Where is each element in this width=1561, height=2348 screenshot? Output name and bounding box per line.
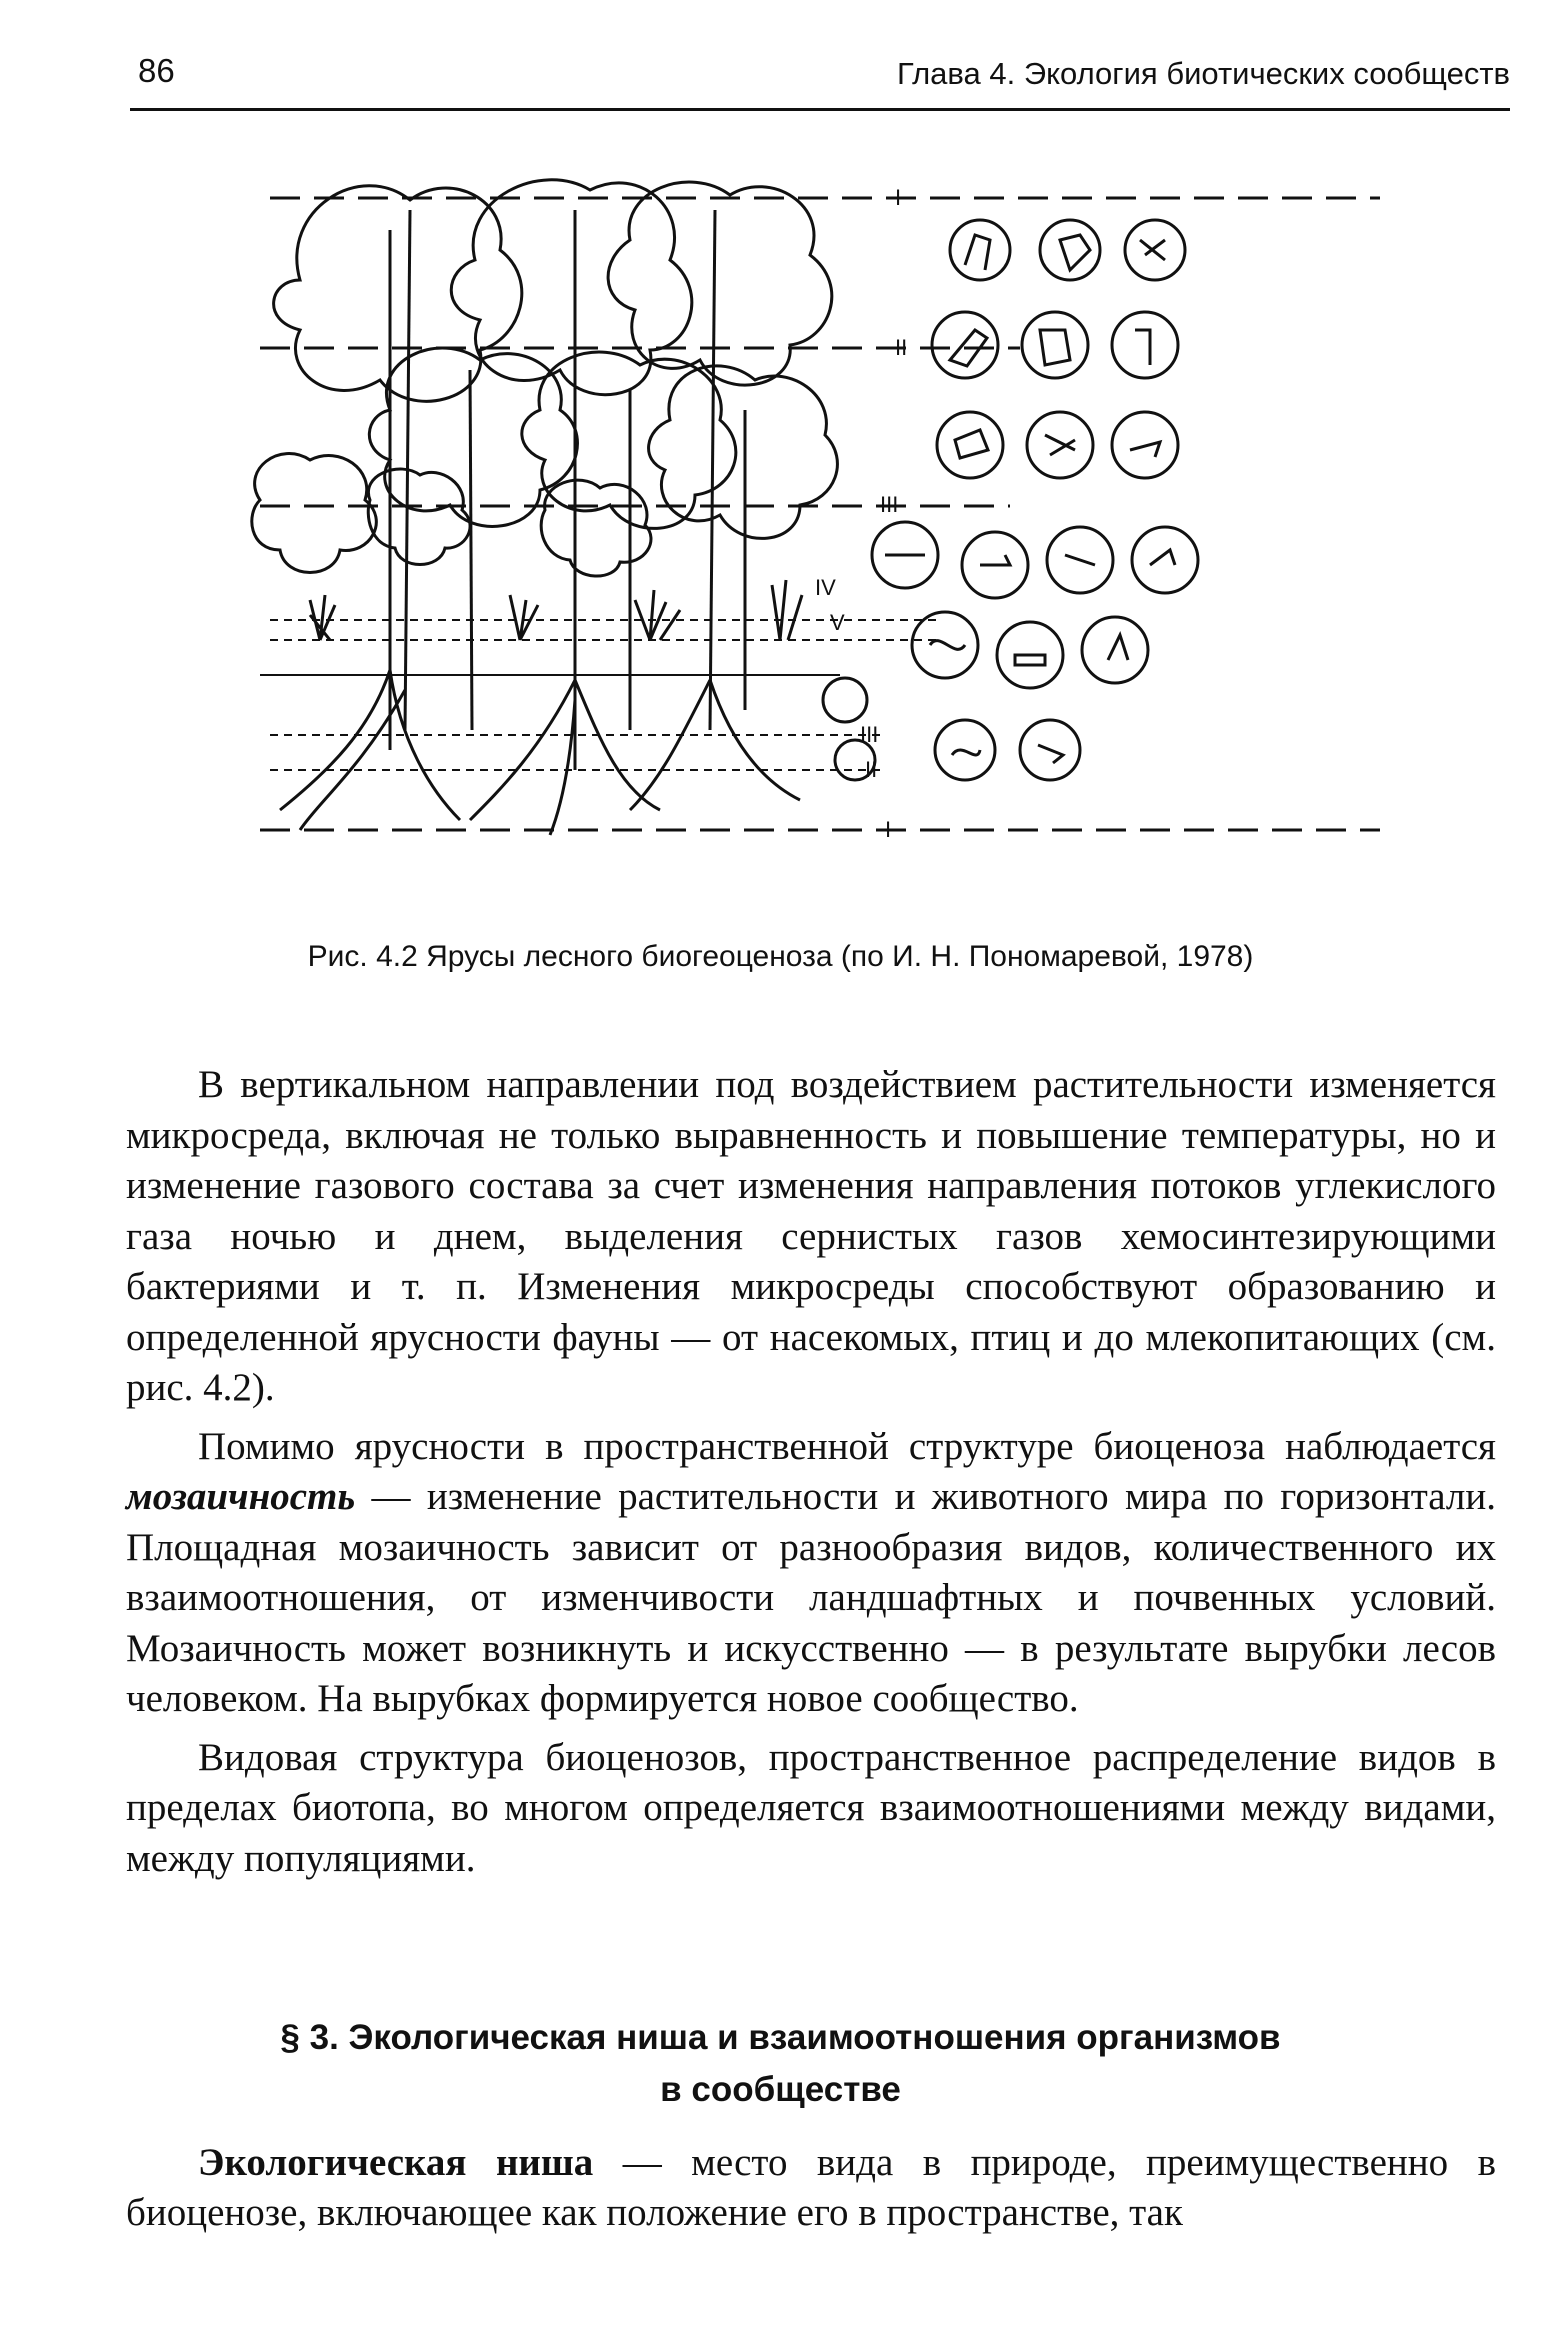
animal-circle (1112, 312, 1178, 378)
tree-trunk (470, 370, 472, 730)
animal-circle (937, 412, 1003, 478)
soil-tier-label: III (860, 722, 879, 747)
tier-label: I (895, 185, 902, 210)
section-heading (0, 2012, 1561, 2116)
animal-circle (1082, 617, 1148, 683)
paragraph: Видовая структура биоценозов, пространственное распределение видов в пределах биотопа, во многом определяется взаимоотношениями между видами, между популяциями. (126, 1735, 1496, 1880)
tier-label: III (880, 492, 899, 517)
animal-circle (1125, 220, 1185, 280)
herb (772, 580, 802, 640)
paragraph-text: Помимо ярусности в пространственной структуре биоценоза наблюдается (198, 1424, 1496, 1468)
body-text (126, 1060, 1496, 1892)
soil-tier-label: I (885, 817, 892, 842)
animal-circle (1132, 527, 1198, 593)
tree-trunk (710, 210, 715, 730)
paragraph-text: — изменение растительности и животного мира по горизонтали. Площадная мозаичность зависит от разнообразия видов, количественного их взаимоотношения, от изменчивости ландшафтных и почвенных условий. Мозаичность может возникнуть и искусственно — в результате вырубки лесов человеком. На вырубках формируется новое сообщество. (126, 1475, 1496, 1720)
tier-label: V (830, 610, 845, 635)
animal-circle (1022, 312, 1088, 378)
roots (630, 680, 800, 810)
section-heading-line: § 3. Экологическая ниша и взаимоотношения организмов (280, 2018, 1281, 2057)
paragraph (126, 1422, 1496, 1725)
page-number: 86 (138, 52, 175, 89)
animal-sketch (965, 235, 1165, 270)
shrub (541, 480, 651, 576)
forest-tiers-figure (240, 170, 1390, 910)
shrub (368, 469, 470, 564)
herb (635, 590, 680, 640)
page-header (130, 48, 1510, 111)
paragraph (126, 2138, 1496, 2238)
section-heading-line: в сообществе (660, 2070, 901, 2109)
figure-caption: Рис. 4.2 Ярусы лесного биогеоценоза (по И. Н. Пономаревой, 1978) (307, 940, 1254, 973)
tree-crown (274, 186, 522, 402)
defined-term: Экологическая ниша (198, 2141, 594, 2184)
tier-label: II (895, 335, 908, 360)
herb (510, 595, 538, 640)
animal-circle (950, 220, 1010, 280)
tree-crown (649, 366, 838, 539)
soil-tier-label: II (865, 757, 878, 782)
animal-sketch (955, 430, 1160, 458)
chapter-title: Глава 4. Экология биотических сообществ (897, 56, 1510, 91)
section-body (126, 2138, 1496, 2238)
shrub (252, 454, 377, 573)
animal-circle (932, 312, 998, 378)
tree-crown (451, 180, 692, 395)
tree-crown (608, 182, 832, 385)
animal-sketch (952, 745, 1063, 763)
roots (280, 670, 460, 830)
emphasized-term: мозаичность (126, 1475, 356, 1518)
tier-label: IV (815, 575, 836, 600)
animal-circle (823, 678, 867, 722)
animal-sketch (950, 330, 1150, 366)
animal-sketch (930, 635, 1128, 665)
paragraph-text: — место вида в природе, преимущественно в биоценозе, включающее как положение его в пространстве, так (126, 2141, 1496, 2234)
paragraph: В вертикальном направлении под воздействием растительности изменяется микросреда, включая не только выравненность и повышение температуры, но и изменение газового состава за счет изменения направления потоков углекислого газа ночью и днем, выделения сернистых газов хемосинтезирующими бактериями и т. п. Изменения микросреды способствуют образованию и определенной ярусности фауны — от насекомых, птиц и до млекопитающих (см. рис. 4.2). (126, 1063, 1496, 1409)
herb (310, 595, 335, 640)
animal-circle (1027, 412, 1093, 478)
